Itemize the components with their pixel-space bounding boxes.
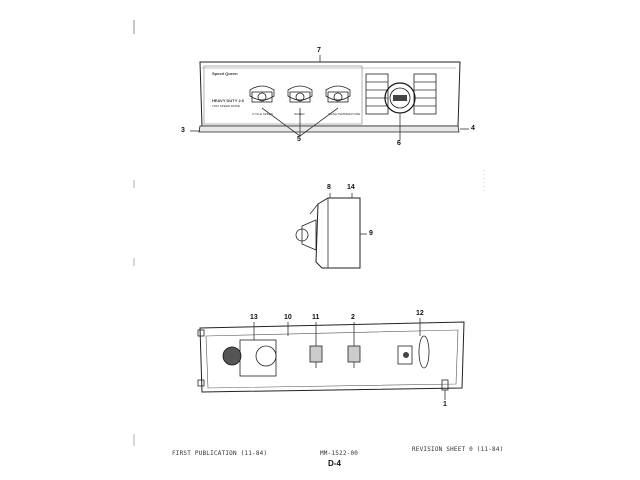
model-sub-label: TWO SPEED MODE [212,104,240,108]
page-number: D-4 [328,459,341,468]
timer-housing-assembly [296,198,360,268]
knob-label-water: WATER [294,112,305,116]
callout-1: 1 [443,401,447,408]
callout-3: 3 [181,127,185,134]
callout-13: 13 [250,314,258,321]
callout-6: 6 [397,140,401,147]
brand-label: Speed Queen [212,71,238,76]
callout-9: 9 [369,230,373,237]
footer-publication: FIRST PUBLICATION (11-84) [172,450,268,457]
callout-12: 12 [416,310,424,317]
callout-5: 5 [297,136,301,143]
knob-label-cycle-speed: CYCLE SPEED [252,112,274,116]
console-base-assembly [198,322,464,392]
callout-2: 2 [351,314,355,321]
knob-label-wash-temperature: WASH TEMPERATURE [328,112,361,116]
model-label: HEAVY DUTY 2.0 [212,98,245,103]
callout-10: 10 [284,314,292,321]
callout-11: 11 [312,314,320,321]
callout-14: 14 [347,184,355,191]
callout-4: 4 [471,125,475,132]
footer-part-number: MM-1522-00 [320,450,359,457]
callout-7: 7 [317,47,321,54]
control-console-assembly [199,62,460,132]
footer-revision: REVISION SHEET 0 (11-84) [412,446,504,453]
callout-8: 8 [327,184,331,191]
